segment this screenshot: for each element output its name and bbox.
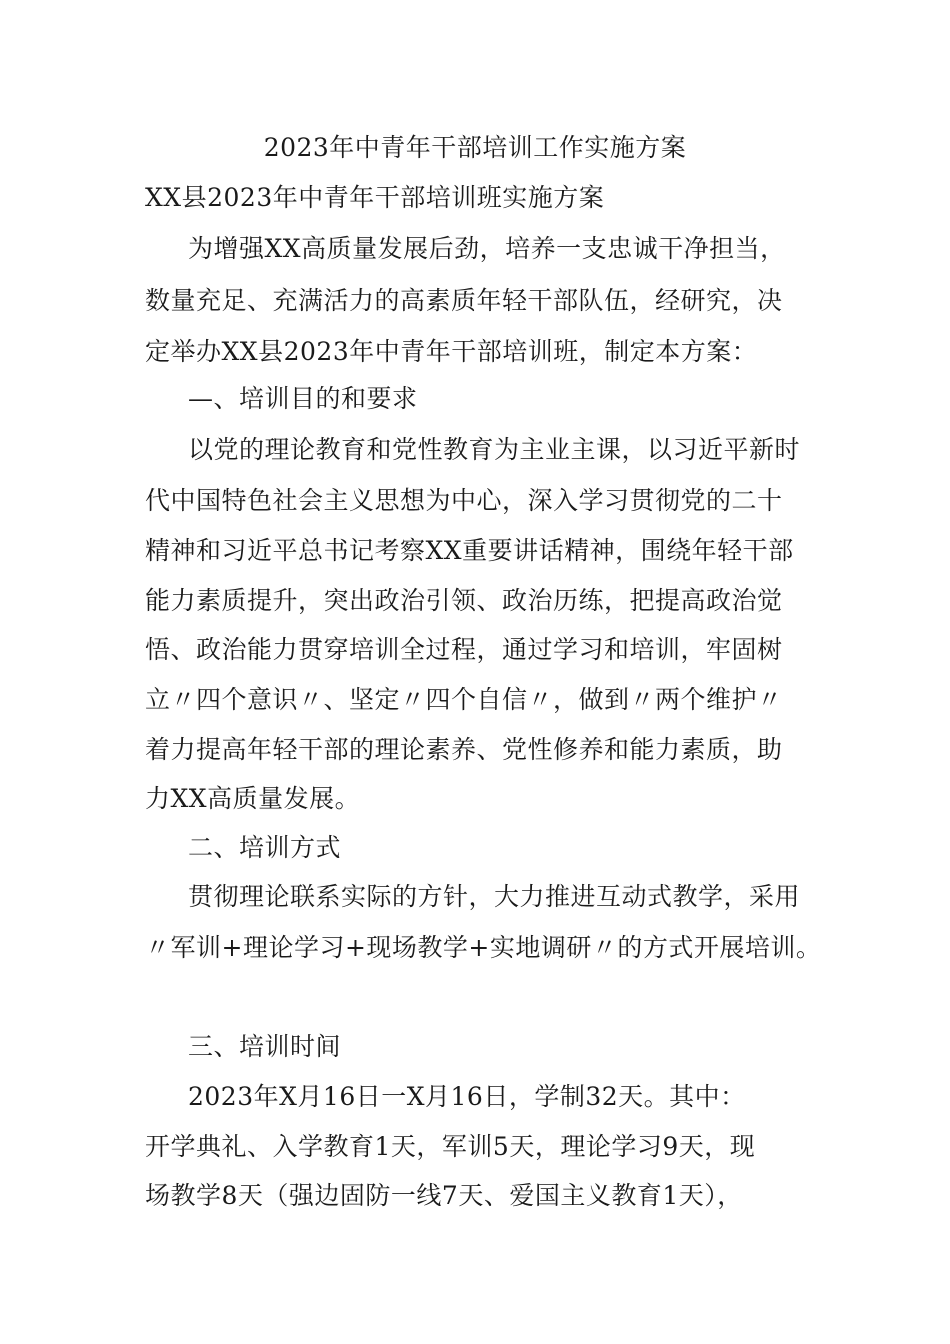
paragraph-line: 立〃四个意识〃、坚定〃四个自信〃，做到〃两个维护〃 <box>145 685 783 714</box>
paragraph-line: 着力提高年轻干部的理论素养、党性修养和能力素质，助 <box>145 735 783 764</box>
paragraph-line: 悟、政治能力贯穿培训全过程，通过学习和培训，牢固树 <box>145 635 783 664</box>
paragraph-line: 2023年X月16日一X月16日，学制32天。其中： <box>188 1082 746 1111</box>
section-heading-1: —、培训目的和要求 <box>188 384 418 413</box>
paragraph-line: 能力素质提升，突出政治引领、政治历练，把提高政治觉 <box>145 586 783 615</box>
paragraph-line: 〃军训+理论学习+现场教学+实地调研〃的方式开展培训。 <box>145 933 822 962</box>
paragraph-line: 为增强XX高质量发展后劲，培养一支忠诚干净担当， <box>188 234 786 263</box>
paragraph-line: 数量充足、充满活力的高素质年轻干部队伍，经研究，决 <box>145 286 783 315</box>
paragraph-line: 开学典礼、入学教育1天，军训5天，理论学习9天，现 <box>145 1132 756 1161</box>
paragraph-line: 代中国特色社会主义思想为中心，深入学习贯彻党的二十 <box>145 486 783 515</box>
document-title: 2023年中青年干部培训工作实施方案 <box>263 133 687 162</box>
paragraph-line: 贯彻理论联系实际的方针，大力推进互动式教学，采用 <box>188 882 801 911</box>
document-subtitle: XX县2023年中青年干部培训班实施方案 <box>145 183 605 212</box>
paragraph-line: 力XX高质量发展。 <box>145 784 361 813</box>
section-heading-2: 二、培训方式 <box>188 833 342 862</box>
paragraph-line: 精神和习近平总书记考察XX重要讲话精神，围绕年轻干部 <box>145 536 794 565</box>
paragraph-line: 定举办XX县2023年中青年干部培训班，制定本方案： <box>145 337 758 366</box>
paragraph-line: 以党的理论教育和党性教育为主业主课，以习近平新时 <box>188 435 801 464</box>
paragraph-line: 场教学8天（强边固防一线7天、爱国主义教育1天）， <box>145 1181 743 1210</box>
section-heading-3: 三、培训时间 <box>188 1032 342 1061</box>
